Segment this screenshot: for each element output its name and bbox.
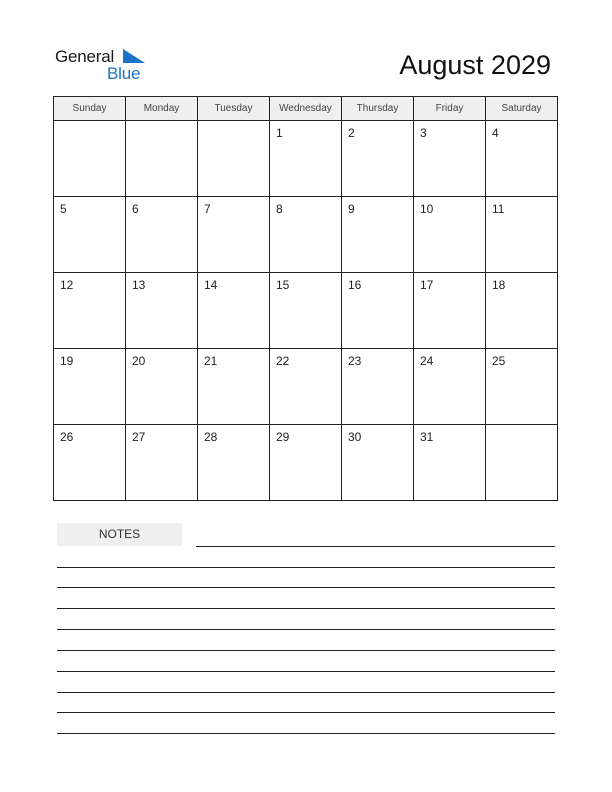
day-cell xyxy=(198,349,270,425)
day-cell xyxy=(198,197,270,273)
page-title: August 2029 xyxy=(399,50,551,80)
day-number: 12 xyxy=(60,278,74,292)
day-number xyxy=(198,121,269,126)
day-cell xyxy=(270,349,342,425)
weekday-header: Monday xyxy=(126,97,198,121)
day-cell xyxy=(270,425,342,501)
weekday-header: Sunday xyxy=(54,97,126,121)
note-line xyxy=(57,712,555,713)
logo-text-blue: Blue xyxy=(107,64,141,83)
day-number: 30 xyxy=(348,430,362,444)
weekday-header: Thursday xyxy=(342,97,414,121)
week-row xyxy=(54,273,558,349)
day-cell xyxy=(486,425,558,501)
day-cell xyxy=(486,197,558,273)
day-number: 4 xyxy=(492,126,499,140)
day-cell xyxy=(342,121,414,197)
day-cell xyxy=(342,349,414,425)
day-cell xyxy=(414,273,486,349)
day-cell xyxy=(198,273,270,349)
day-number: 2 xyxy=(348,126,355,140)
day-number: 21 xyxy=(204,354,218,368)
week-row xyxy=(54,121,558,197)
calendar-grid xyxy=(53,96,558,501)
day-number: 5 xyxy=(60,202,67,216)
day-cell xyxy=(270,197,342,273)
day-number: 27 xyxy=(132,430,146,444)
day-cell xyxy=(342,273,414,349)
day-number: 19 xyxy=(60,354,74,368)
day-cell xyxy=(126,349,198,425)
day-number: 23 xyxy=(348,354,362,368)
day-number: 8 xyxy=(276,202,283,216)
note-line xyxy=(196,546,555,547)
day-cell xyxy=(126,121,198,197)
week-row xyxy=(54,197,558,273)
note-line xyxy=(57,692,555,693)
day-cell xyxy=(414,425,486,501)
note-line xyxy=(57,671,555,672)
day-cell xyxy=(198,425,270,501)
logo-text-general: General xyxy=(55,47,115,66)
day-cell xyxy=(342,425,414,501)
day-number: 31 xyxy=(420,430,434,444)
weekday-header: Tuesday xyxy=(198,97,270,121)
weekday-header-row xyxy=(54,97,558,121)
day-cell xyxy=(54,273,126,349)
day-number: 6 xyxy=(132,202,139,216)
note-line xyxy=(57,650,555,651)
note-line xyxy=(57,629,555,630)
day-cell xyxy=(486,273,558,349)
day-cell xyxy=(414,121,486,197)
day-cell xyxy=(126,273,198,349)
weekday-header: Wednesday xyxy=(270,97,342,121)
day-number: 24 xyxy=(420,354,434,368)
day-number: 10 xyxy=(420,202,434,216)
day-number: 28 xyxy=(204,430,218,444)
day-number: 18 xyxy=(492,278,506,292)
day-number: 14 xyxy=(204,278,218,292)
week-row xyxy=(54,425,558,501)
day-cell xyxy=(54,197,126,273)
note-line xyxy=(57,567,555,568)
notes-label: NOTES xyxy=(57,523,182,546)
day-number: 25 xyxy=(492,354,506,368)
day-number: 1 xyxy=(276,126,283,140)
day-cell xyxy=(270,273,342,349)
day-cell xyxy=(198,121,270,197)
day-cell xyxy=(126,197,198,273)
logo-triangle-icon xyxy=(123,49,145,63)
day-number: 7 xyxy=(204,202,211,216)
day-number: 17 xyxy=(420,278,434,292)
day-number: 29 xyxy=(276,430,290,444)
day-number: 20 xyxy=(132,354,146,368)
day-number: 13 xyxy=(132,278,146,292)
day-number: 15 xyxy=(276,278,290,292)
day-number xyxy=(54,121,125,126)
day-cell xyxy=(486,121,558,197)
brand-logo xyxy=(55,46,155,84)
day-cell xyxy=(342,197,414,273)
day-number: 22 xyxy=(276,354,290,368)
day-cell xyxy=(414,197,486,273)
weekday-header: Friday xyxy=(414,97,486,121)
day-number: 26 xyxy=(60,430,74,444)
day-number: 11 xyxy=(492,202,505,216)
day-cell xyxy=(126,425,198,501)
note-line xyxy=(57,608,555,609)
note-line xyxy=(57,733,555,734)
day-cell xyxy=(414,349,486,425)
day-number xyxy=(126,121,197,126)
day-cell xyxy=(54,121,126,197)
day-cell xyxy=(54,349,126,425)
week-row xyxy=(54,349,558,425)
day-number: 16 xyxy=(348,278,362,292)
day-number: 9 xyxy=(348,202,355,216)
day-number xyxy=(486,425,557,430)
weekday-header: Saturday xyxy=(486,97,558,121)
day-cell xyxy=(270,121,342,197)
note-line xyxy=(57,587,555,588)
day-cell xyxy=(54,425,126,501)
day-cell xyxy=(486,349,558,425)
day-number: 3 xyxy=(420,126,427,140)
